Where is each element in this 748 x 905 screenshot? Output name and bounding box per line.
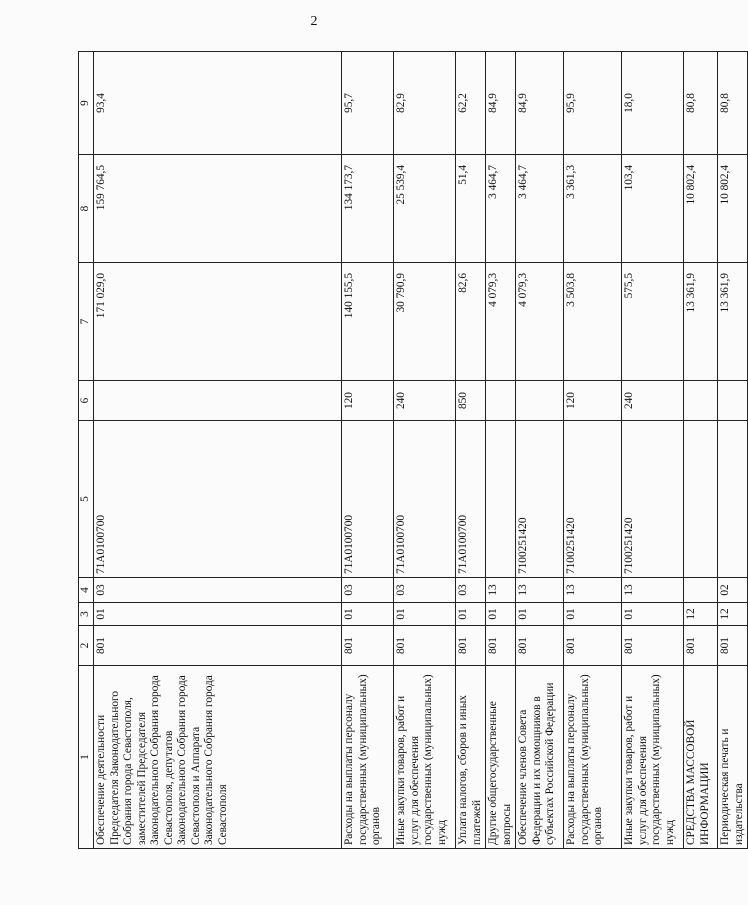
table-cell: 82,6: [456, 263, 486, 381]
table-cell: 03: [394, 578, 456, 603]
table-cell: 71А0100700: [342, 421, 394, 578]
table-cell: 801: [718, 626, 748, 666]
table-cell: 120: [564, 381, 622, 421]
table-cell: Расходы на выплаты персоналу государственных (муниципальных) органов: [564, 666, 622, 849]
table-row: [684, 52, 718, 849]
table-row: [718, 52, 748, 849]
table-row: [486, 52, 516, 849]
table-cell: Обеспечение членов Совета Федерации и их помощников в субъектах Российской Федерации: [516, 666, 564, 849]
table-cell: Периодическая печать и издательства: [718, 666, 748, 849]
table-row: [342, 52, 394, 849]
table-cell: 12: [718, 603, 748, 626]
table-cell: 13: [516, 578, 564, 603]
table-cell: СРЕДСТВА МАССОВОЙ ИНФОРМАЦИИ: [684, 666, 718, 849]
table-cell: 4 079,3: [516, 263, 564, 381]
table-cell: 801: [516, 626, 564, 666]
table-cell: 80,8: [718, 52, 748, 155]
table-cell: 120: [342, 381, 394, 421]
table-cell: 134 173,7: [342, 155, 394, 263]
table-cell: 3 464,7: [516, 155, 564, 263]
table-cell: 3 503,8: [564, 263, 622, 381]
table-cell: 140 155,5: [342, 263, 394, 381]
table-cell: Уплата налогов, сборов и иных платежей: [456, 666, 486, 849]
table-cell: 159 764,5: [94, 155, 342, 263]
table-cell: 801: [456, 626, 486, 666]
table-cell: 801: [622, 626, 684, 666]
table-cell: 13 361,9: [718, 263, 748, 381]
table-cell: 13: [564, 578, 622, 603]
table-cell: 95,7: [342, 52, 394, 155]
table-row: [516, 52, 564, 849]
table-cell: 7100251420: [622, 421, 684, 578]
table-cell: [718, 381, 748, 421]
table-cell: [486, 421, 516, 578]
table-cell: 95,9: [564, 52, 622, 155]
table-cell: [684, 421, 718, 578]
table-cell: 30 790,9: [394, 263, 456, 381]
table-cell: 82,9: [394, 52, 456, 155]
table-row: [622, 52, 684, 849]
header-cell: 6: [79, 381, 94, 421]
table-cell: [516, 381, 564, 421]
table-cell: 71А0100700: [456, 421, 486, 578]
table-cell: Иные закупки товаров, работ и услуг для обеспечения государственных (муниципальных) нужд: [394, 666, 456, 849]
table-cell: 71А0100700: [94, 421, 342, 578]
table-cell: 62,2: [456, 52, 486, 155]
table-cell: [684, 578, 718, 603]
table-row: [564, 52, 622, 849]
table-cell: 7100251420: [516, 421, 564, 578]
table-cell: Иные закупки товаров, работ и услуг для обеспечения государственных (муниципальных) нужд: [622, 666, 684, 849]
header-cell: 3: [79, 603, 94, 626]
table-cell: 12: [684, 603, 718, 626]
table-cell: [718, 421, 748, 578]
table-cell: Другие общегосударственные вопросы: [486, 666, 516, 849]
table-cell: 801: [394, 626, 456, 666]
table-row: [94, 52, 342, 849]
table-cell: 13: [486, 578, 516, 603]
header-cell: 1: [79, 666, 94, 849]
table-cell: [486, 381, 516, 421]
header-cell: 7: [79, 263, 94, 381]
table-cell: 171 029,0: [94, 263, 342, 381]
table-cell: 801: [342, 626, 394, 666]
table-cell: 801: [564, 626, 622, 666]
table-cell: 25 539,4: [394, 155, 456, 263]
header-cell: 4: [79, 578, 94, 603]
table-cell: 13 361,9: [684, 263, 718, 381]
table-cell: 51,4: [456, 155, 486, 263]
budget-table: [78, 51, 748, 849]
table-cell: Расходы на выплаты персоналу государственных (муниципальных) органов: [342, 666, 394, 849]
table-cell: 10 802,4: [718, 155, 748, 263]
header-cell: 9: [79, 52, 94, 155]
table-cell: 03: [342, 578, 394, 603]
table-cell: 02: [718, 578, 748, 603]
header-cell: 2: [79, 626, 94, 666]
table-cell: 7100251420: [564, 421, 622, 578]
table-row: [394, 52, 456, 849]
table-cell: 850: [456, 381, 486, 421]
table-cell: 18,0: [622, 52, 684, 155]
table-cell: 801: [486, 626, 516, 666]
table-cell: 10 802,4: [684, 155, 718, 263]
table-cell: 01: [342, 603, 394, 626]
table-cell: 01: [622, 603, 684, 626]
table-cell: 03: [456, 578, 486, 603]
table-cell: 240: [622, 381, 684, 421]
table-cell: 801: [684, 626, 718, 666]
table-cell: 01: [456, 603, 486, 626]
page-number: 2: [310, 14, 318, 29]
table-cell: 84,9: [516, 52, 564, 155]
table-cell: 3 464,7: [486, 155, 516, 263]
table-cell: 01: [564, 603, 622, 626]
table-cell: 93,4: [94, 52, 342, 155]
table-cell: 575,5: [622, 263, 684, 381]
table-cell: 01: [394, 603, 456, 626]
table-cell: 103,4: [622, 155, 684, 263]
table-cell: 01: [516, 603, 564, 626]
table-cell: 03: [94, 578, 342, 603]
table-cell: [94, 381, 342, 421]
table-cell: [684, 381, 718, 421]
table-cell: 240: [394, 381, 456, 421]
table-row: [456, 52, 486, 849]
header-cell: 8: [79, 155, 94, 263]
table-cell: 3 361,3: [564, 155, 622, 263]
table-cell: 01: [486, 603, 516, 626]
rotated-table-wrapper: [78, 52, 745, 849]
table-cell: 13: [622, 578, 684, 603]
table-cell: 801: [94, 626, 342, 666]
table-cell: 4 079,3: [486, 263, 516, 381]
table-cell: 80,8: [684, 52, 718, 155]
header-cell: 5: [79, 421, 94, 578]
header-row: [79, 52, 94, 849]
table-cell: 01: [94, 603, 342, 626]
table-cell: Обеспечение деятельности Председателя Законодательного Собрания города Севастополя, заместителей Председателя Законодательного Собрания города Севастополя, депутатов Законодательного Собрания города Севастополя и Аппарата Законодательного Собрания города Севастополя: [94, 666, 342, 849]
table-cell: 84,9: [486, 52, 516, 155]
table-cell: 71А0100700: [394, 421, 456, 578]
